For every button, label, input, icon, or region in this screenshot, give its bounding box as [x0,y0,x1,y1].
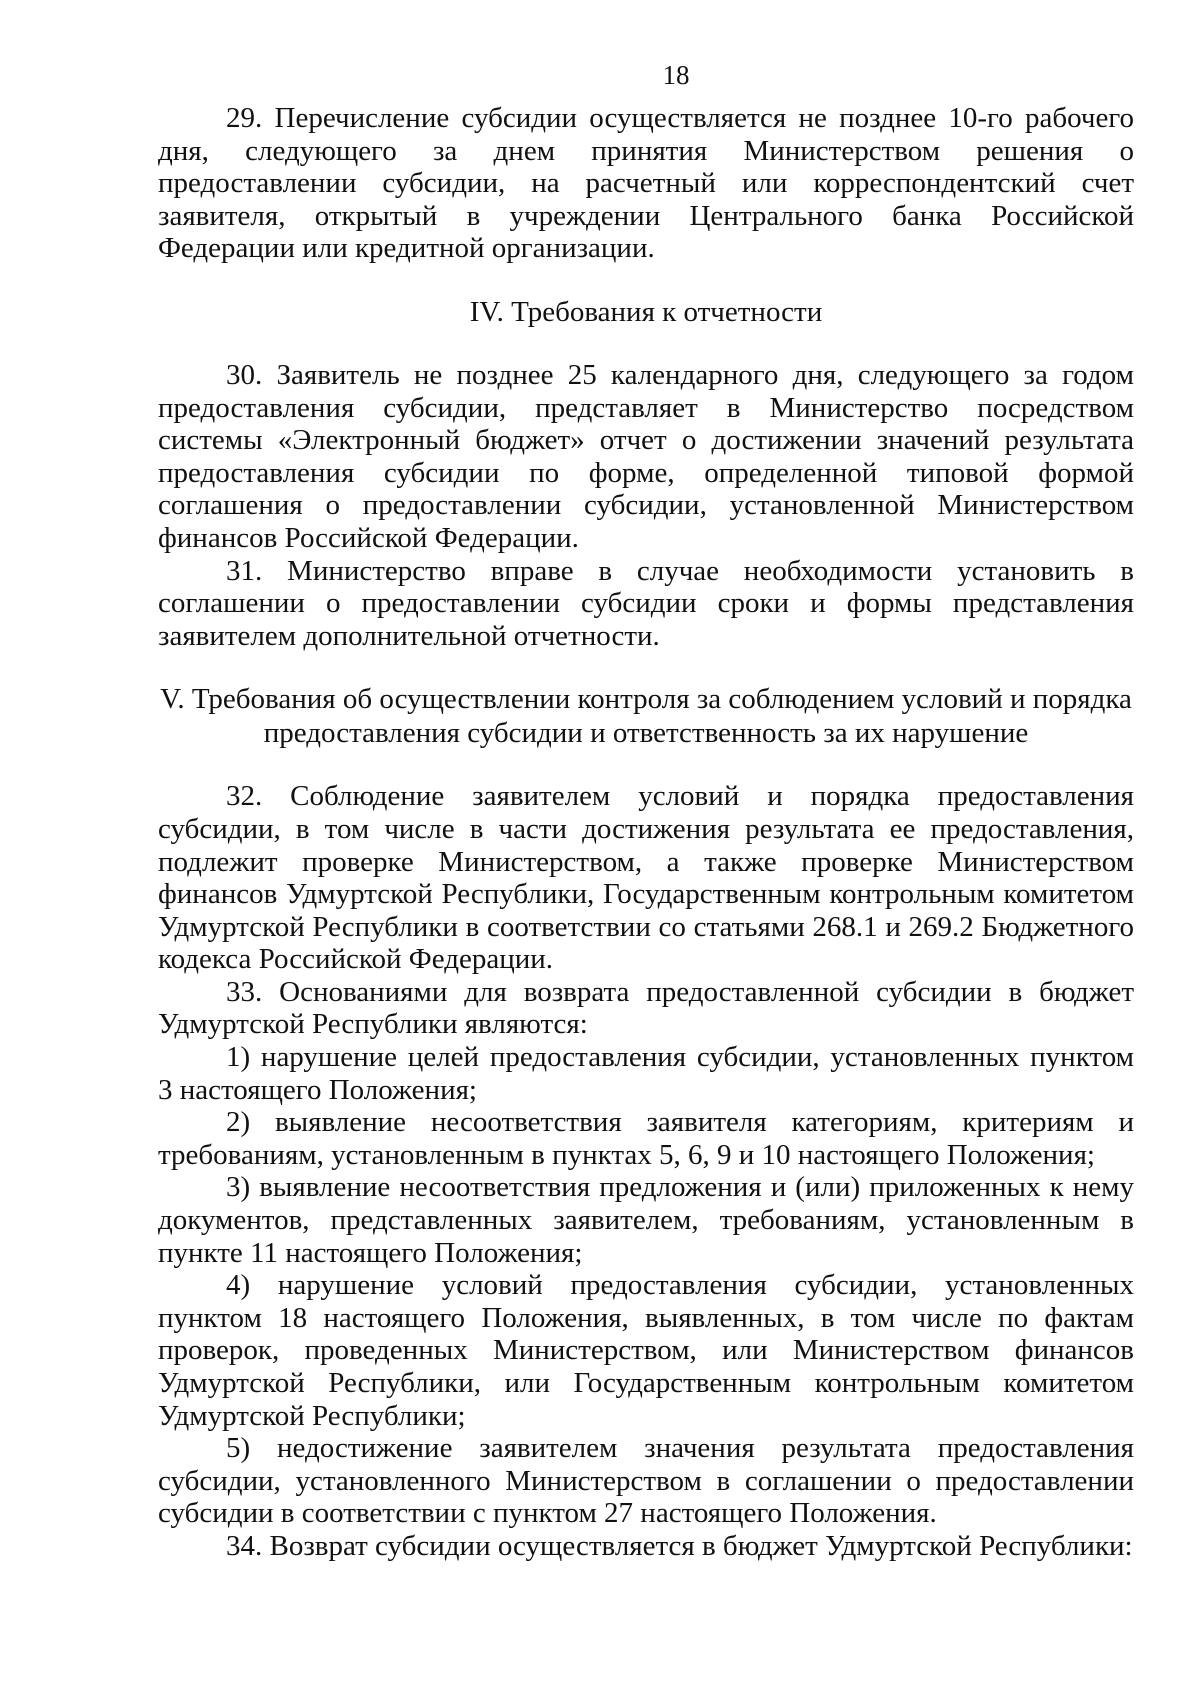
spacer [158,265,1134,295]
paragraph-29: 29. Перечисление субсидии осуществляется не позднее 10-го рабочего дня, следующего за днем принятия Министерством решения о предоставлении субсидии, на расчетный или корреспондентский счет заявителя, открытый в учреждении Центрального банка Российской Федерации или кредитной организации. [158,102,1134,265]
paragraph-30: 30. Заявитель не позднее 25 календарного дня, следующего за годом предоставления субсидии, представляет в Министерство посредством системы «Электронный бюджет» отчет о достижении значений результата предоставления субсидии по форме, определенной типовой формой соглашения о предоставлении субсидии, установленной Министерством финансов Российской Федерации. [158,358,1134,554]
list-item-33-4: 4) нарушение условий предоставления субсидии, установленных пунктом 18 настоящего Положения, выявленных, в том числе по фактам проверок, проведенных Министерством, или Министерством финансов Удмуртской Республики, или Государственным контрольным комитетом Удмуртской Республики; [158,1269,1134,1432]
list-item-33-3: 3) выявление несоответствия предложения и (или) приложенных к нему документов, представленных заявителем, требованиям, установленным в пункте 11 настоящего Положения; [158,1171,1134,1269]
spacer [158,329,1134,359]
paragraph-34: 34. Возврат субсидии осуществляется в бюджет Удмуртской Республики: [226,1529,1133,1562]
page-number: 18 [662,60,690,90]
paragraph-33: 33. Основаниями для возврата предоставленной субсидии в бюджет Удмуртской Республики являются: [158,975,1134,1041]
list-item-33-5: 5) недостижение заявителем значения результата предоставления субсидии, установленного Министерством в соглашении о предоставлении субсидии в соответствии с пунктом 27 настоящего Положения. [158,1432,1134,1530]
paragraph-31: 31. Министерство вправе в случае необходимости установить в соглашении о предоставлении субсидии сроки и формы представления заявителем дополнительной отчетности. [158,554,1134,652]
section-iv-title: IV. Требования к отчетности [469,295,823,328]
spacer [158,750,1134,780]
section-v-title-line2: предоставления субсидии и ответственность за их нарушение [263,717,1029,750]
document-page [158,60,1134,1563]
list-item-33-2: 2) выявление несоответствия заявителя категориям, критериям и требованиям, установленным в пунктах 5, 6, 9 и 10 настоящего Положения; [158,1106,1134,1171]
spacer [158,652,1134,682]
section-v-title-line1: V. Требования об осуществлении контроля за соблюдением условий и порядка [160,683,1132,716]
list-item-33-1: 1) нарушение целей предоставления субсидии, установленных пунктом 3 настоящего Положения; [158,1041,1134,1106]
paragraph-32: 32. Соблюдение заявителем условий и порядка предоставления субсидии, в том числе в части достижения результата ее предоставления, подлежит проверке Министерством, а также проверке Министерством финансов Удмуртской Республики, Государственным контрольным комитетом Удмуртской Республики в соответствии со статьями 268.1 и 269.2 Бюджетного кодекса Российской Федерации. [158,780,1134,976]
